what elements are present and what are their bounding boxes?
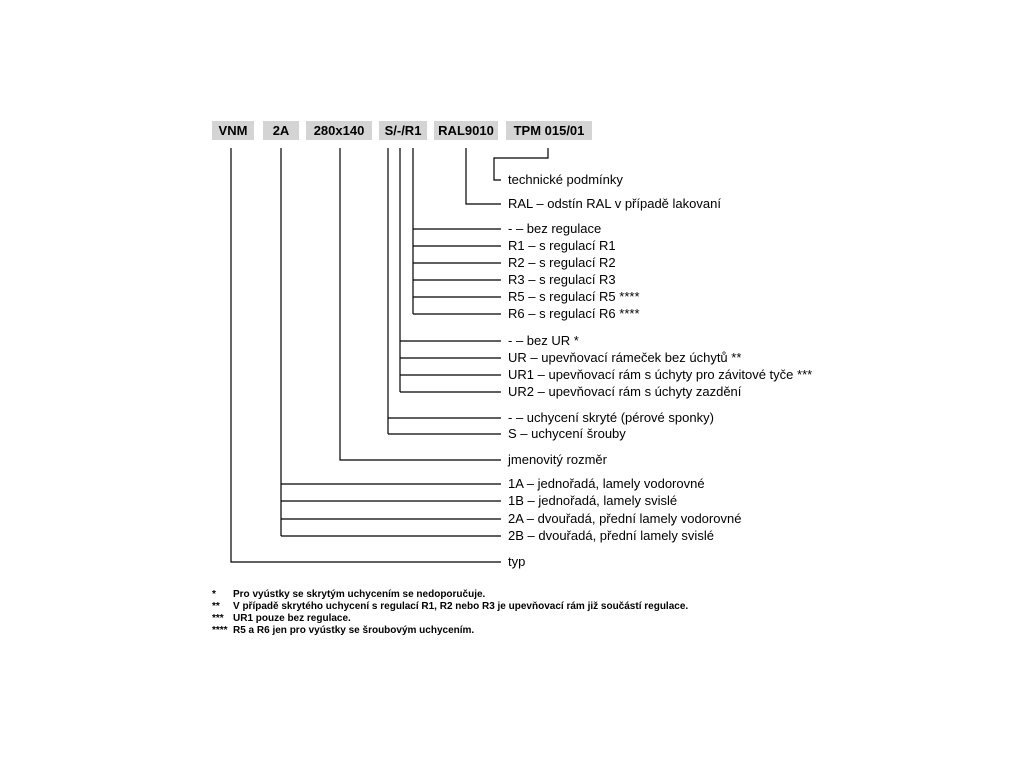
label-reg-r2: R2 – s regulací R2 [508,255,616,270]
label-variant-1a: 1A – jednořadá, lamely vodorovné [508,476,705,491]
footnote-text: V případě skrytého uchycení s regulací R1, R2 nebo R3 je upevňovací rám již součástí regulace. [233,601,689,612]
label-ral: RAL – odstín RAL v případě lakovaní [508,196,721,211]
label-ur1: UR1 – upevňovací rám s úchyty pro závitové tyče *** [508,367,813,382]
code-mount-ur-regulation: S/-/R1 [379,121,427,140]
label-size: jmenovitý rozměr [508,452,607,467]
label-variant-1b: 1B – jednořadá, lamely svislé [508,493,678,508]
code-type: VNM [212,121,254,140]
label-variant-2a: 2A – dvouřadá, přední lamely vodorovné [508,511,742,526]
footnote-mark: **** [212,625,228,636]
code-tpm: TPM 015/01 [506,121,592,140]
footnote-text: Pro vyústky se skrytým uchycením se nedoporučuje. [233,589,486,600]
code-size: 280x140 [306,121,372,140]
code-variant: 2A [263,121,299,140]
label-mount-hidden: - – uchycení skryté (pérové sponky) [508,410,714,425]
label-reg-none: - – bez regulace [508,221,602,236]
label-type: typ [508,554,526,569]
footnote-mark: *** [212,613,224,624]
label-reg-r1: R1 – s regulací R1 [508,238,616,253]
footnote-mark: ** [212,601,220,612]
label-mount-screws: S – uchycení šrouby [508,426,626,441]
label-reg-r6: R6 – s regulací R6 **** [508,306,640,321]
connector-size [340,148,501,460]
footnote-text: R5 a R6 jen pro vyústky se šroubovým uchycením. [233,625,475,636]
label-ur-none: - – bez UR * [508,333,579,348]
code-ral: RAL9010 [434,121,498,140]
connector-ral [466,148,501,204]
label-tpm: technické podmínky [508,172,623,187]
label-ur2: UR2 – upevňovací rám s úchyty zazdění [508,384,742,399]
label-variant-2b: 2B – dvouřadá, přední lamely svislé [508,528,714,543]
label-reg-r3: R3 – s regulací R3 [508,272,616,287]
label-reg-r5: R5 – s regulací R5 **** [508,289,640,304]
footnote-text: UR1 pouze bez regulace. [233,613,351,624]
connector-type [231,148,501,562]
label-ur: UR – upevňovací rámeček bez úchytů ** [508,350,742,365]
footnote-mark: * [212,589,216,600]
